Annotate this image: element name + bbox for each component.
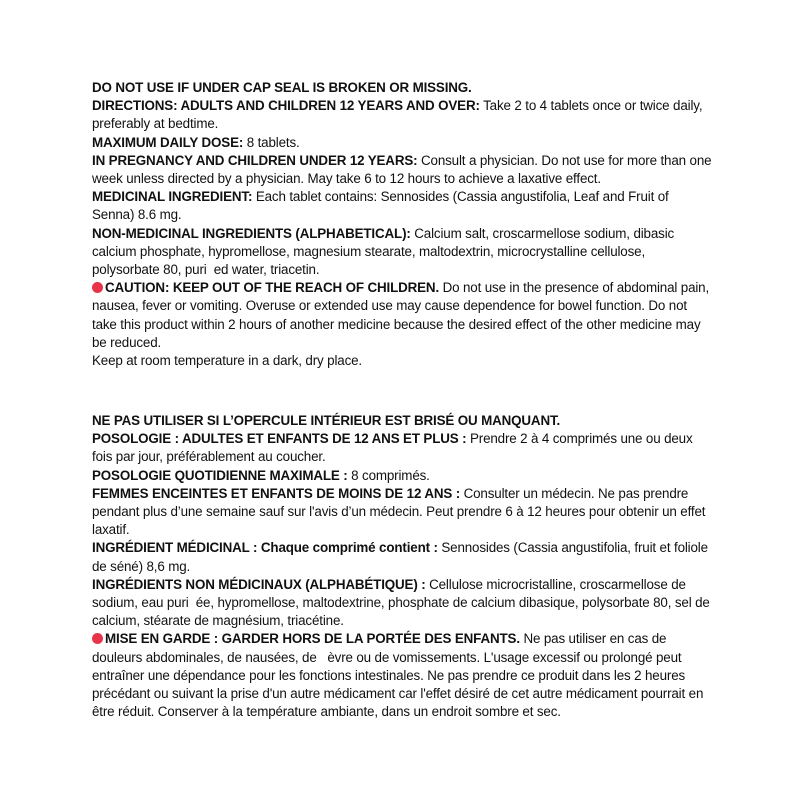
pregnancy-text-fr: Consulter un médecin. Ne pas prendre pendant plus d’une semaine sauf sur l'avis d’un médecin. Peut prendre 6 à 12 heures pour obtenir un effet laxatif. [92, 485, 706, 538]
storage-text: Keep at room temperature in a dark, dry place. [92, 353, 362, 369]
non-medicinal-heading: NON-MEDICINAL INGREDIENTS (ALPHABETICAL): [92, 225, 411, 241]
caution-heading-fr: MISE EN GARDE : GARDER HORS DE LA PORTÉE DES ENFANTS. [105, 631, 520, 647]
pregnancy-heading-fr: FEMMES ENCEINTES ET ENFANTS DE MOINS DE 12 ANS : [92, 485, 461, 501]
medicinal-ingredient-text-fr: Sennosides (Cassia angustifolia, fruit et foliole de séné) 8,6 mg. [92, 540, 708, 574]
directions-section [92, 97, 712, 133]
medicinal-ingredient-section [92, 188, 712, 224]
tamper-warning: DO NOT USE IF UNDER CAP SEAL IS BROKEN OR MISSING. [92, 80, 472, 95]
posologie-text: Prendre 2 à 4 comprimés une ou deux fois par jour, préférablement au coucher. [92, 431, 693, 465]
pregnancy-section [92, 152, 712, 188]
medicinal-ingredient-heading: MEDICINAL INGREDIENT: [92, 189, 253, 205]
tamper-warning-fr: NE PAS UTILISER SI L’OPERCULE INTÉRIEUR EST BRISÉ OU MANQUANT. [92, 413, 561, 428]
max-dose-heading: MAXIMUM DAILY DOSE: [92, 134, 244, 150]
pregnancy-heading: IN PREGNANCY AND CHILDREN UNDER 12 YEARS: [92, 152, 418, 168]
medicinal-ingredient-heading-fr: INGRÉDIENT MÉDICINAL : Chaque comprimé contient : [92, 540, 438, 556]
caution-section [92, 279, 712, 352]
max-dose-heading-fr: POSOLOGIE QUOTIDIENNE MAXIMALE : [92, 467, 348, 483]
non-medicinal-section-fr [92, 576, 712, 631]
non-medicinal-section [92, 225, 712, 280]
caution-heading: CAUTION: KEEP OUT OF THE REACH OF CHILDREN. [105, 280, 440, 296]
non-medicinal-text-fr: Cellulose microcristalline, croscarmellose de sodium, eau puri ée, hypromellose, maltodextrine, phosphate de calcium dibasique, polysorbate 80, sel de calcium, stéarate de magnésium, triacétine. [92, 576, 710, 629]
caution-section-fr [92, 630, 712, 721]
directions-text: Take 2 to 4 tablets once or twice daily, preferably at bedtime. [92, 98, 703, 132]
non-medicinal-text: Calcium salt, croscarmellose sodium, dibasic calcium phosphate, hypromellose, magnesium stearate, maltodextrin, microcrystalline cellulose, polysorbate 80, puri ed water, triacetin. [92, 225, 675, 278]
posologie-section [92, 430, 712, 466]
posologie-heading: POSOLOGIE : ADULTES ET ENFANTS DE 12 ANS ET PLUS : [92, 431, 467, 447]
max-dose-section [92, 134, 712, 152]
non-medicinal-heading-fr: INGRÉDIENTS NON MÉDICINAUX (ALPHABÉTIQUE) : [92, 576, 426, 592]
caution-text: Do not use in the presence of abdominal pain, nausea, fever or vomiting. Overuse or extended use may cause dependence for bowel function. Do not take this product within 2 hours of another medicine because the desired effect of the other medicine may be reduced. [92, 280, 710, 350]
max-dose-section-fr [92, 467, 712, 485]
directions-heading: DIRECTIONS: ADULTS AND CHILDREN 12 YEARS AND OVER: [92, 98, 480, 114]
medicinal-ingredient-section-fr [92, 539, 712, 575]
red-dot-icon [92, 633, 103, 644]
french-label-text [92, 412, 712, 721]
medicinal-ingredient-text: Each tablet contains: Sennosides (Cassia angustifolia, Leaf and Fruit of Senna) 8.6 mg. [92, 189, 669, 223]
max-dose-text: 8 tablets. [243, 134, 300, 150]
english-label-text [92, 79, 712, 370]
pregnancy-text: Consult a physician. Do not use for more than one week unless directed by a physician. May take 6 to 12 hours to achieve a laxative effect. [92, 152, 712, 187]
pregnancy-section-fr [92, 485, 712, 540]
red-dot-icon [92, 282, 103, 293]
caution-text-fr: Ne pas utiliser en cas de douleurs abdominales, de nausées, de èvre ou de vomissements. L'usage excessif ou prolongé peut entraîner une dépendance pour les fonctions intestinales. Ne pas prendre ce produit dans les 2 heures précédant ou suivant la prise d'un autre médicament car l'effet désiré de cet autre médicament pourrait en être réduit. Conserver à la température ambiante, dans un endroit sombre et sec. [92, 631, 704, 720]
max-dose-text-fr: 8 comprimés. [347, 467, 430, 483]
